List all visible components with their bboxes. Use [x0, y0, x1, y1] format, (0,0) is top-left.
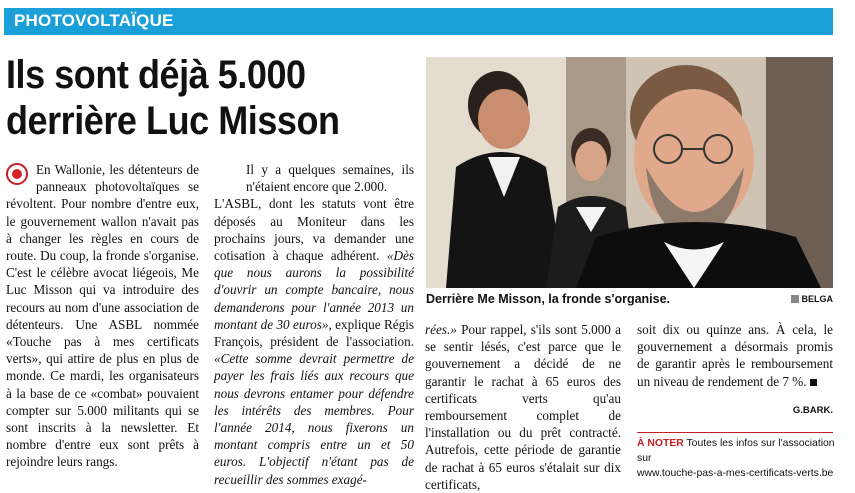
note-text: Toutes les infos sur l'association sur — [637, 438, 835, 464]
column-2-text-a: L'ASBL, dont les statuts vont être déposés au Moniteur dans les prochains jours, va demander une cotisation à chaque adhérent. — [214, 196, 414, 264]
byline: G.BARK. — [792, 405, 833, 416]
section-label: PHOTOVOLTAÏQUE — [14, 11, 174, 30]
article-column-4 — [637, 321, 833, 390]
note-url-link[interactable]: www.touche-pas-a-mes-certificats-verts.be — [637, 468, 834, 479]
headline: Ils sont déjà 5.000 derrière Luc Misson — [6, 53, 340, 143]
column-2-text-b: , explique Régis François, président de l'association. — [214, 316, 414, 350]
column-4-body: soit dix ou quinze ans. À cela, le gouvernement a désormais promis de garantir après le remboursement un niveau de rendement de 7 %. — [637, 322, 833, 389]
column-2-paragraph-2 — [214, 195, 414, 487]
photo-illustration — [426, 57, 833, 288]
article-column-1 — [6, 161, 199, 471]
photo-credit: BELGA — [791, 294, 834, 304]
note-box — [637, 436, 842, 481]
red-bullet-icon — [6, 163, 28, 185]
column-2-paragraph-1: Il y a quelques semaines, ils n'étaient encore que 2.000. — [246, 162, 414, 195]
column-2-quote-2: «Cette somme devrait permettre de payer les frais liés aux recours que nous devrons entamer pour défendre les intérêts des membres. Pour l'année 2014, nous fixerons un montant compris entre un et 50 euros. L'objectif n'étant pas de recueillir des sommes exagé- — [214, 351, 414, 487]
column-3-text — [425, 321, 621, 493]
column-3-body: Pour rappel, s'ils sont 5.000 a se sentir lésés, c'est parce que le gouvernement a décidé de ne garantir le rachat à 65 euros des certificats verts qu'au remboursement complet de l'installation ou du prêt contracté. Autrefois, cette période de garantie de rachat à 65 euros s'étalait sur dix certificats, — [425, 322, 621, 492]
note-divider — [637, 432, 833, 433]
column-4-text — [637, 321, 833, 390]
article-column-3 — [425, 321, 621, 493]
note-label: À NOTER — [637, 438, 684, 449]
article-column-2 — [214, 161, 414, 488]
section-banner — [4, 8, 833, 35]
photo-caption: Derrière Me Misson, la fronde s'organise. — [426, 292, 671, 306]
article-photo — [426, 57, 833, 288]
column-1-text: En Wallonie, les détenteurs de panneaux photovoltaïques se révoltent. Pour nombre d'entre eux, le gouvernement wallon n'avait pas à changer les règles en cours de route. Du coup, la fronde s'organise. C'est le célèbre avocat liégeois, Me Luc Misson qui va introduire des recours au nom d'une association de détenteurs. Une ASBL nommée «Touche pas à mes certificats verts», qui attire de plus en plus de monde. Ce mardi, les organisateurs à la base de ce «combat» pouvaient compter sur 5.000 militants qui se sont inscrits à la newsletter. Et nombre d'entre eux sont prêts à rejoindre leurs rangs. — [6, 162, 199, 470]
end-mark-icon — [810, 379, 817, 386]
column-2-quote-1: «Dès que nous aurons la possibilité d'ouvrir un compte bancaire, nous demanderons pour l'année 2013 un montant de 30 euros» — [214, 248, 414, 332]
column-3-quote-end: rées.» — [425, 322, 457, 337]
